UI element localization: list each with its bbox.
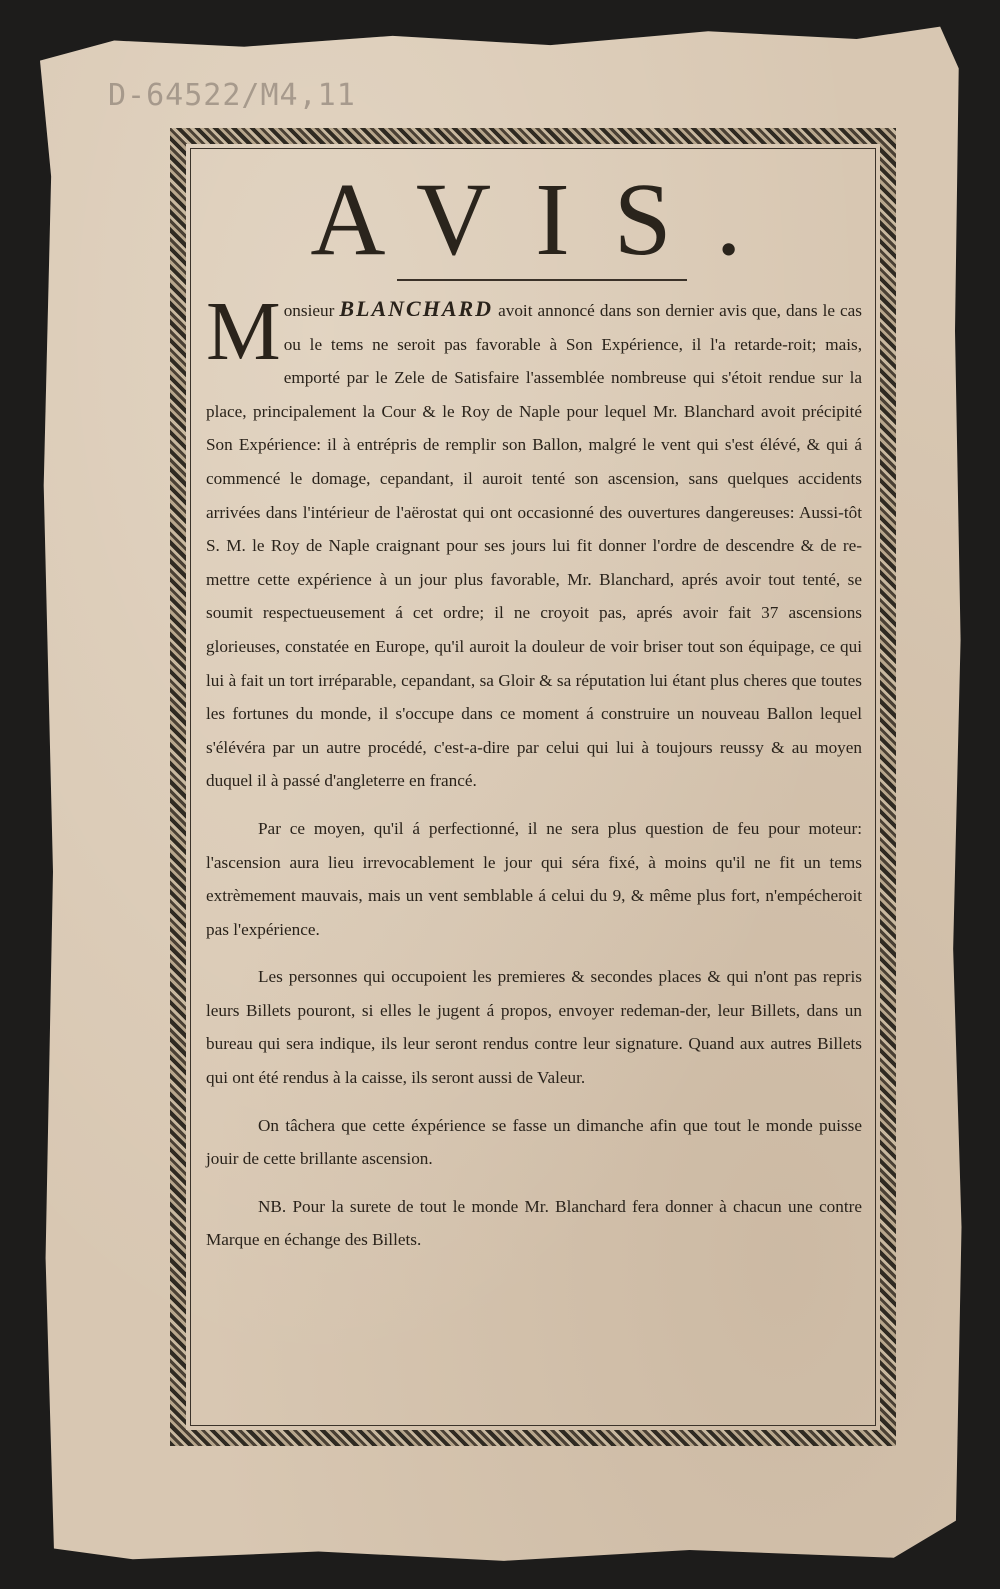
paragraph-1-text: avoit annoncé dans son dernier avis que, dans le cas ou le tems ne seroit pas favorable à Son Expérience, il l'a retarde-roit; mais, emporté par le Zele de Satisfaire l'assemblée nombreuse qui s'étoit rendue sur la place, principalement la Cour & le Roy de Naple pour lequel Mr. Blanchard avoit précipité Son Expérience: il à entrépris de remplir son Ballon, malgré le vent qui s'est élévé, & qui á commencé le domage, cepandant, il auroit tenté son ascension, sans quelques accidents arrivées dans l'intérieur de l'aërostat qui ont occasionné des ouvertures dangereuses: Aussi-tôt S. M. le Roy de Naple craignant pour ses jours lui fit donner l'ordre de descendre & de re-mettre cette expérience à un jour plus favorable, Mr. Blanchard, aprés avoir tout tenté, se soumit respectueusement á cet ordre; il ne croyoit pas, aprés avoir fait 37 ascensions glorieuses, constatée en Europe, qu'il auroit la douleur de voir briser tout son équipage, ce qui lui à fait un tort irréparable, cepandant, sa Gloir & sa réputation lui étant plus cheres que toutes les fortunes du monde, il s'occupe dans ce moment á construire un nouveau Ballon lequel s'élévéra par un autre procédé, c'est-a-dire par celui qui lui à toujours reussy & au moyen duquel il à passé d'angleterre en francé. <box>206 301 862 791</box>
catalog-stamp: D-64522/M4,11 <box>108 78 356 113</box>
title-underline <box>397 279 687 281</box>
paragraph-3: Les personnes qui occupoient les premieres & secondes places & qui n'ont pas repris leurs Billets pouront, si elles le jugent á propos, envoyer redeman-der, leur Billets, dans un bureau qui sera indique, ils leur seront rendus contre leur signature. Quand aux autres Billets qui ont été rendus à la caisse, ils seront aussi de Valeur. <box>206 967 862 1088</box>
paragraph-4: On tâchera que cette éxpérience se fasse un dimanche afin que tout le monde puisse jouir de cette brillante ascension. <box>206 1115 862 1169</box>
notice-body <box>206 285 862 1257</box>
paragraph-1 <box>206 285 862 798</box>
paragraph-2: Par ce moyen, qu'il á perfectionné, il ne sera plus question de feu pour moteur: l'ascension aura lieu irrevocablement le jour qui séra fixé, à moins qu'il ne fit un tems extrèmement mauvais, mais un vent semblable á celui du 9, & même plus fort, n'empécheroit pas l'expérience. <box>206 818 862 939</box>
blanchard-name: BLANCHARD <box>339 296 494 321</box>
drop-cap: M <box>206 285 281 378</box>
paragraph-5: NB. Pour la surete de tout le monde Mr. Blanchard fera donner à chacun une contre Marque en échange des Billets. <box>206 1196 862 1250</box>
notice-title: AVIS. <box>310 162 786 277</box>
paragraph-1-lead: onsieur <box>283 301 340 320</box>
